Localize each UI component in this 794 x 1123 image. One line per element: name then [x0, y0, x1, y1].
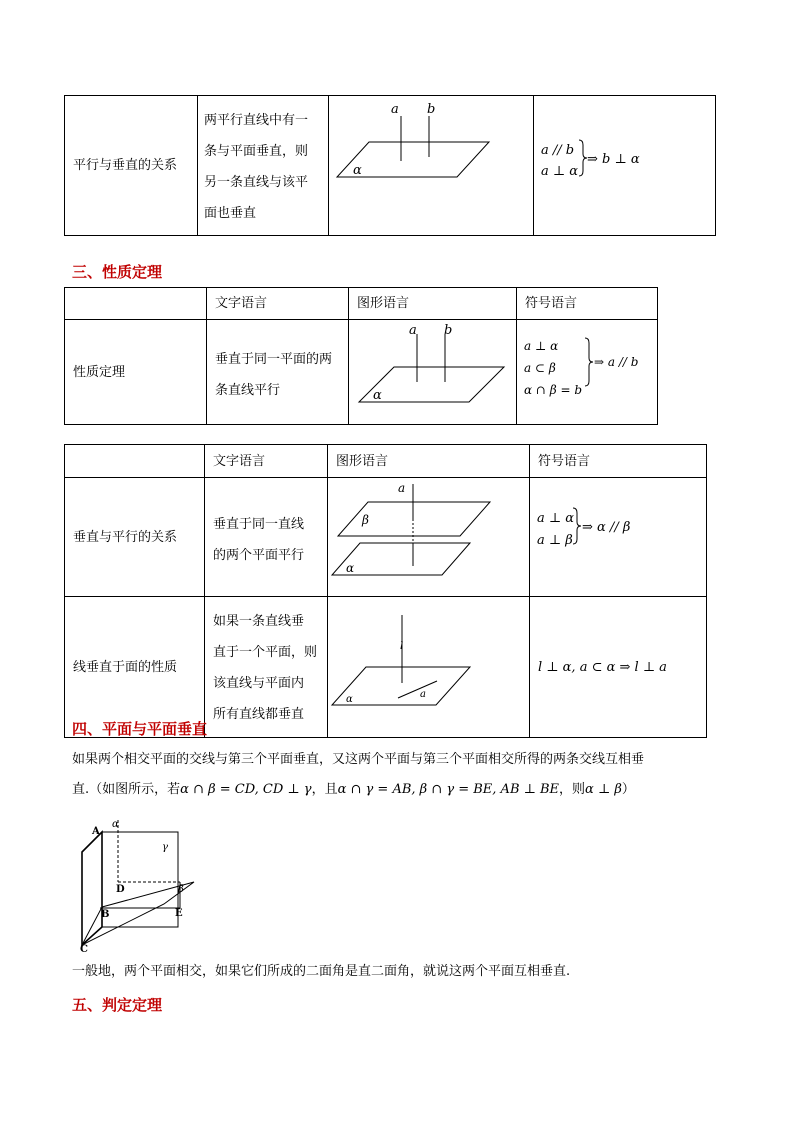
label-beta: β — [362, 513, 369, 527]
two-parallel-planes-figure — [328, 478, 530, 584]
text-line: 垂直于同一平面的两 — [215, 352, 333, 367]
formula-3: α ⊥ β — [585, 782, 622, 797]
row-name: 平行与垂直的关系 — [65, 96, 198, 236]
label-E: E — [175, 908, 183, 919]
para-text-end: ） — [621, 782, 635, 797]
row-symbol — [530, 478, 707, 597]
brace — [579, 140, 587, 176]
symbol-figure — [530, 478, 707, 584]
symbol-line2: a ⊂ β — [524, 361, 556, 375]
symbol-result: ⇒ a // b — [594, 355, 639, 369]
symbol-figure — [534, 96, 716, 223]
table-property-theorem — [64, 287, 658, 425]
text-line: 垂直于同一直线 — [213, 517, 305, 532]
symbol-line1: a ⊥ α — [537, 511, 575, 526]
header-symbol-lang: 符号语言 — [517, 288, 658, 320]
line-perp-plane-figure — [328, 597, 530, 725]
label-plane: α — [373, 388, 382, 403]
header-empty — [65, 445, 205, 478]
row-text — [198, 96, 329, 236]
symbol-line2: a ⊥ α — [541, 164, 579, 179]
symbol-figure — [517, 320, 658, 412]
row-figure — [328, 597, 530, 738]
label-l: l — [400, 641, 404, 652]
parallel-lines-plane-figure — [329, 96, 534, 223]
label-alpha: α — [346, 561, 355, 575]
symbol-result: ⇒ b ⊥ α — [587, 152, 640, 167]
row-text — [205, 597, 328, 738]
formula-1: α ∩ β = CD, CD ⊥ γ — [180, 782, 312, 797]
symbol-line2: a ⊥ β — [537, 533, 573, 548]
row-symbol — [517, 320, 658, 425]
text-line: 另一条直线与该平 — [204, 174, 309, 190]
text-line: 如果一条直线垂 — [213, 614, 305, 629]
section-4-paragraph-line2 — [72, 774, 635, 805]
row-figure — [349, 320, 517, 425]
brace — [585, 338, 593, 386]
section-4-conclusion: 一般地，两个平面相交，如果它们所成的二面角是直二面角，就说这两个平面互相垂直. — [72, 964, 571, 979]
text-line: 面也垂直 — [204, 205, 257, 221]
label-gamma: γ — [162, 842, 168, 853]
para-text-start: 直.（如图所示，若 — [72, 782, 181, 797]
label-a: a — [391, 102, 399, 117]
section-4-paragraph-line1: 如果两个相交平面的交线与第三个平面垂直，又这两个平面与第三个平面相交所得的两条交线互相垂 — [72, 752, 645, 767]
text-line: 的两个平面平行 — [213, 548, 305, 563]
section-3-title: 三、性质定理 — [72, 263, 163, 281]
row-name: 性质定理 — [65, 320, 207, 425]
text-line: 所有直线都垂直 — [213, 707, 305, 722]
label-B: B — [101, 909, 110, 920]
perp-lines-plane-figure — [349, 320, 517, 412]
symbol-result: ⇒ α // β — [582, 520, 631, 535]
para-text-mid2: ，则 — [559, 782, 586, 797]
symbol-line1: a ⊥ α — [524, 339, 559, 353]
label-plane: α — [353, 163, 362, 178]
label-b: b — [427, 102, 436, 117]
label-a: a — [409, 323, 417, 338]
plane-alpha — [82, 832, 102, 945]
text-line: 该直线与平面内 — [213, 676, 305, 691]
symbol-line1: a // b — [541, 143, 575, 158]
label-D: D — [116, 884, 125, 895]
text-line: 条直线平行 — [215, 383, 281, 398]
header-text-lang: 文字语言 — [205, 445, 328, 478]
plane-beta — [338, 502, 490, 536]
label-C: C — [80, 944, 88, 955]
symbol-line3: α ∩ β = b — [524, 383, 583, 397]
label-a: a — [420, 689, 426, 700]
text-line: 两平行直线中有一 — [204, 112, 309, 128]
label-a: a — [398, 481, 406, 495]
three-planes-figure — [72, 810, 212, 955]
row-text — [205, 478, 328, 597]
header-symbol-lang: 符号语言 — [530, 445, 707, 478]
label-alpha: α — [346, 694, 353, 705]
row-symbol: l ⊥ α, a ⊂ α ⇒ l ⊥ a — [530, 597, 707, 738]
header-text-lang: 文字语言 — [207, 288, 349, 320]
table-perpendicular-parallel — [64, 444, 707, 738]
header-figure-lang: 图形语言 — [328, 445, 530, 478]
label-beta: β — [178, 884, 184, 895]
row-figure — [329, 96, 534, 236]
text-line: 条与平面垂直，则 — [204, 143, 309, 159]
row-symbol — [534, 96, 716, 236]
row-name: 垂直与平行的关系 — [65, 478, 205, 597]
table-parallel-perpendicular — [64, 95, 716, 236]
label-alpha: α — [112, 819, 119, 830]
formula-2: α ∩ γ = AB, β ∩ γ = BE, AB ⊥ BE — [337, 782, 560, 797]
text-line: 直于一个平面，则 — [213, 645, 318, 660]
header-empty — [65, 288, 207, 320]
label-A: A — [92, 826, 100, 837]
row-figure — [328, 478, 530, 597]
label-b: b — [444, 323, 453, 338]
row-name: 线垂直于面的性质 — [65, 597, 205, 738]
row-text — [207, 320, 349, 425]
para-text-mid: ，且 — [311, 782, 338, 797]
section-5-title: 五、判定定理 — [72, 996, 163, 1014]
header-figure-lang: 图形语言 — [349, 288, 517, 320]
brace — [573, 508, 581, 544]
line-a — [398, 681, 437, 698]
section-4-title: 四、平面与平面垂直 — [72, 720, 208, 738]
